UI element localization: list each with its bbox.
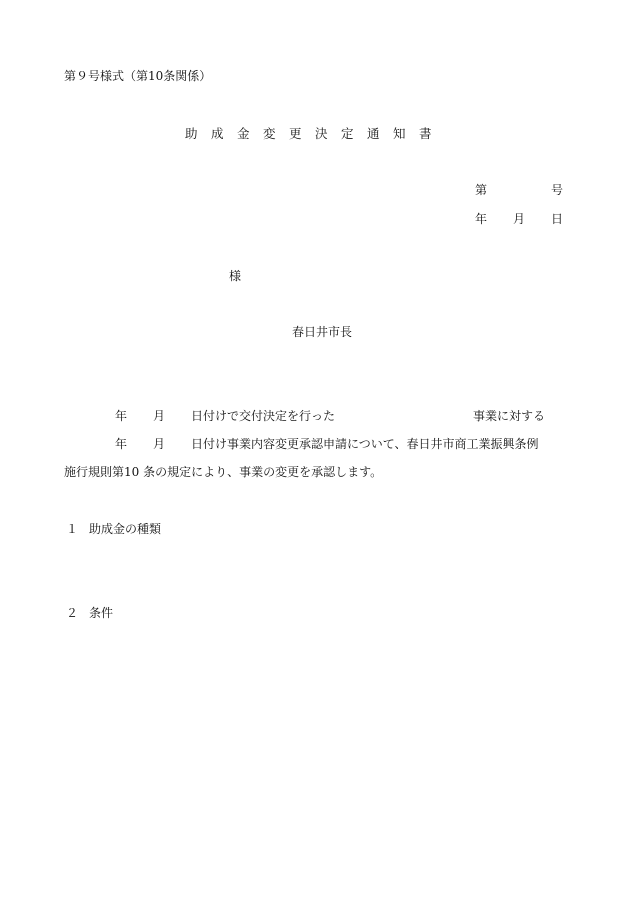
addressee-honorific: 様	[229, 269, 242, 283]
item-label-subsidy-type: 助成金の種類	[89, 522, 162, 536]
body-line1-month: 月	[153, 409, 166, 423]
item-number: １	[66, 522, 79, 536]
issuer-name: 春日井市長	[292, 325, 353, 339]
doc-number-go: 号	[551, 183, 564, 197]
body-line2-text: 日付け事業内容変更承認申請について、春日井市商工業振興条例	[191, 437, 539, 451]
doc-date-year: 年	[475, 212, 488, 226]
item-number: ２	[66, 606, 79, 620]
doc-number-dai: 第	[475, 183, 488, 197]
document-title: 助成金変更決定通知書	[185, 126, 446, 141]
body-line2-month: 月	[153, 437, 166, 451]
body-line3-text: 施行規則第10 条の規定により、事業の変更を承認します。	[64, 465, 383, 479]
doc-date-day: 日	[551, 212, 564, 226]
body-line1-tail: 事業に対する	[473, 409, 546, 423]
item-label-conditions: 条件	[89, 606, 114, 620]
body-line1-year: 年	[115, 409, 128, 423]
body-line2-year: 年	[115, 437, 128, 451]
body-line1-text: 日付けで交付決定を行った	[191, 409, 336, 423]
doc-date-month: 月	[513, 212, 526, 226]
form-number-label: 第９号様式（第10条関係）	[64, 69, 212, 83]
